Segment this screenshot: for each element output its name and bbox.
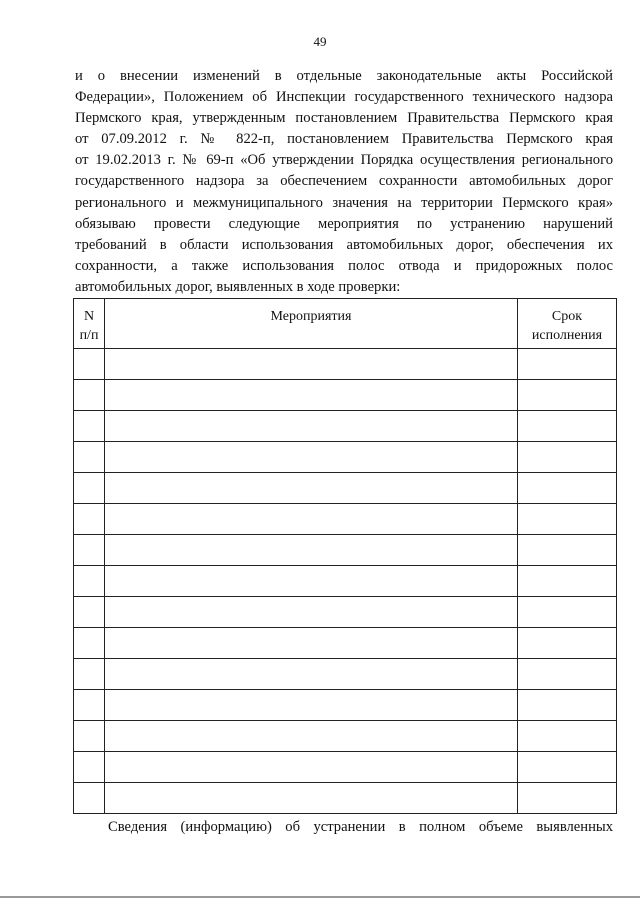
cell-deadline	[518, 473, 617, 504]
cell-measure	[105, 442, 518, 473]
cell-deadline	[518, 597, 617, 628]
body-line: от 07.09.2012 г. № 822-п, постановлением Правительства Пермского края	[75, 131, 613, 148]
cell-measure	[105, 535, 518, 566]
table-row	[74, 442, 617, 473]
cell-number	[74, 535, 105, 566]
cell-measure	[105, 504, 518, 535]
cell-measure	[105, 411, 518, 442]
cell-measure	[105, 721, 518, 752]
table-row	[74, 597, 617, 628]
cell-measure	[105, 783, 518, 814]
cell-deadline	[518, 752, 617, 783]
body-line: от 19.02.2013 г. № 69-п «Об утверждении Порядка осуществления регионального	[75, 152, 613, 169]
table-row	[74, 752, 617, 783]
body-line: регионального и межмуниципального значения на территории Пермского края»	[75, 194, 613, 211]
cell-deadline	[518, 504, 617, 535]
header-deadline-line2: исполнения	[531, 328, 603, 343]
measures-table	[73, 298, 617, 814]
cell-number	[74, 411, 105, 442]
cell-measure	[105, 690, 518, 721]
table-row	[74, 473, 617, 504]
cell-number	[74, 783, 105, 814]
header-deadline-line1: Срок	[551, 309, 583, 324]
cell-number	[74, 597, 105, 628]
cell-deadline	[518, 535, 617, 566]
table-row	[74, 380, 617, 411]
table-row	[74, 783, 617, 814]
scan-edge-line	[0, 896, 640, 898]
table-row	[74, 628, 617, 659]
cell-number	[74, 628, 105, 659]
cell-deadline	[518, 380, 617, 411]
body-line: и о внесении изменений в отдельные законодательные акты Российской	[75, 68, 613, 84]
table-row	[74, 411, 617, 442]
footer-paragraph: Сведения (информацию) об устранении в полном объеме выявленных	[108, 819, 613, 835]
table-row	[74, 504, 617, 535]
cell-number	[74, 659, 105, 690]
cell-number	[74, 752, 105, 783]
table-row	[74, 659, 617, 690]
table-header-row	[74, 299, 617, 349]
table-body	[74, 349, 617, 814]
cell-deadline	[518, 659, 617, 690]
cell-deadline	[518, 783, 617, 814]
header-measures	[105, 299, 518, 349]
cell-number	[74, 690, 105, 721]
cell-measure	[105, 566, 518, 597]
body-paragraph	[75, 66, 613, 298]
cell-measure	[105, 380, 518, 411]
body-line: Федерации», Положением об Инспекции государственного технического надзора	[75, 89, 613, 106]
header-number	[74, 299, 105, 349]
cell-measure	[105, 752, 518, 783]
cell-deadline	[518, 411, 617, 442]
body-line: автомобильных дорог, выявленных в ходе проверки:	[75, 278, 401, 295]
cell-number	[74, 721, 105, 752]
cell-deadline	[518, 721, 617, 752]
table-row	[74, 721, 617, 752]
cell-measure	[105, 659, 518, 690]
header-number-line2: п/п	[79, 328, 99, 343]
body-line: государственного надзора за обеспечением сохранности автомобильных дорог	[75, 173, 613, 190]
body-line: Пермского края, утвержденным постановлением Правительства Пермского края	[75, 110, 613, 127]
header-deadline	[518, 299, 617, 349]
table-row	[74, 349, 617, 380]
table-row	[74, 566, 617, 597]
cell-number	[74, 473, 105, 504]
cell-deadline	[518, 442, 617, 473]
cell-number	[74, 349, 105, 380]
cell-deadline	[518, 690, 617, 721]
cell-measure	[105, 473, 518, 504]
cell-deadline	[518, 566, 617, 597]
cell-deadline	[518, 349, 617, 380]
body-line: требований в области использования автомобильных дорог, обеспечения их	[75, 236, 613, 253]
cell-number	[74, 566, 105, 597]
cell-deadline	[518, 628, 617, 659]
body-line: сохранности, а также использования полос отвода и придорожных полос	[75, 257, 613, 274]
table-row	[74, 690, 617, 721]
cell-number	[74, 380, 105, 411]
cell-number	[74, 504, 105, 535]
cell-number	[74, 442, 105, 473]
body-line: обязываю провести следующие мероприятия по устранению нарушений	[75, 215, 613, 232]
cell-measure	[105, 349, 518, 380]
page-number: 49	[313, 34, 327, 49]
table-row	[74, 535, 617, 566]
header-measures-label: Мероприятия	[270, 309, 352, 324]
cell-measure	[105, 628, 518, 659]
header-number-line1: N	[83, 309, 95, 324]
cell-measure	[105, 597, 518, 628]
